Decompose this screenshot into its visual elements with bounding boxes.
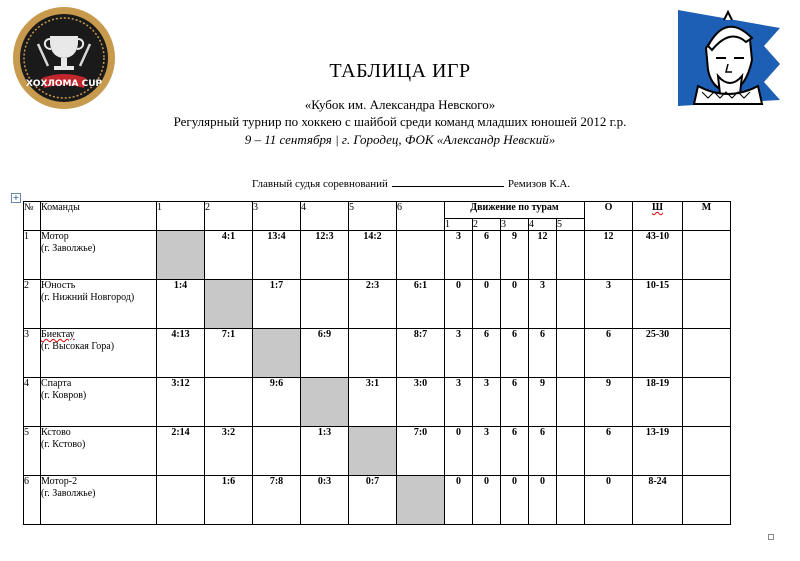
header-place: М (683, 202, 731, 231)
team-name: Биектау (41, 329, 75, 340)
header-tour-3: 3 (501, 219, 529, 231)
score-cell: 12:3 (301, 231, 349, 280)
tour-cell (557, 378, 585, 427)
table-row (24, 280, 731, 329)
score-cell: 4:13 (157, 329, 205, 378)
tour-cell: 9 (529, 378, 557, 427)
cup-name: «Кубок им. Александра Невского» (304, 97, 496, 112)
tour-cell: 0 (445, 280, 473, 329)
team-cell (41, 476, 157, 525)
header-num: № (24, 202, 41, 231)
score-cell: 13:4 (253, 231, 301, 280)
tournament-description: Регулярный турнир по хоккею с шайбой среди команд младших юношей 2012 г.р. (173, 114, 627, 129)
team-city: (г. Заволжье) (41, 243, 96, 254)
score-cell: 3:2 (205, 427, 253, 476)
score-cell (205, 378, 253, 427)
tour-cell (557, 427, 585, 476)
score-cell: 3:0 (397, 378, 445, 427)
tour-cell (557, 280, 585, 329)
score-cell (349, 329, 397, 378)
table-resize-handle[interactable] (768, 534, 774, 540)
header-col-2: 2 (205, 202, 253, 231)
alexander-nevsky-logo (672, 6, 784, 110)
row-num: 6 (24, 476, 41, 525)
tour-cell: 6 (501, 427, 529, 476)
score-cell: 0:7 (349, 476, 397, 525)
table-row (24, 427, 731, 476)
tour-cell: 6 (529, 427, 557, 476)
row-num: 3 (24, 329, 41, 378)
header-tour-2: 2 (473, 219, 501, 231)
header-moves: Движение по турам (445, 202, 585, 219)
page-title: ТАБЛИЦА ИГР (329, 60, 471, 82)
team-cell (41, 329, 157, 378)
tour-cell: 3 (473, 427, 501, 476)
score-cell (253, 427, 301, 476)
tour-cell: 3 (445, 378, 473, 427)
table-row (24, 378, 731, 427)
goals-cell: 10-15 (633, 280, 683, 329)
tour-cell: 0 (473, 280, 501, 329)
tour-cell: 0 (473, 476, 501, 525)
header-tour-4: 4 (529, 219, 557, 231)
score-cell: 4:1 (205, 231, 253, 280)
goals-cell: 18-19 (633, 378, 683, 427)
row-num: 5 (24, 427, 41, 476)
diagonal-cell (157, 231, 205, 280)
place-cell (683, 427, 731, 476)
diagonal-cell (253, 329, 301, 378)
tour-cell: 9 (501, 231, 529, 280)
tour-cell (557, 231, 585, 280)
team-cell (41, 231, 157, 280)
judge-name: Ремизов К.А. (507, 178, 571, 190)
score-cell: 3:1 (349, 378, 397, 427)
tour-cell: 3 (473, 378, 501, 427)
table-move-handle-icon[interactable]: + (12, 193, 20, 202)
dates-venue: 9 – 11 сентября | г. Городец, ФОК «Александр Невский» (244, 132, 556, 147)
diagonal-cell (205, 280, 253, 329)
points-cell: 0 (585, 476, 633, 525)
score-cell (397, 231, 445, 280)
tour-cell: 6 (501, 378, 529, 427)
points-cell: 3 (585, 280, 633, 329)
header-col-1: 1 (157, 202, 205, 231)
diagonal-cell (301, 378, 349, 427)
score-cell: 3:12 (157, 378, 205, 427)
tour-cell: 3 (529, 280, 557, 329)
score-cell: 2:14 (157, 427, 205, 476)
goals-cell: 13-19 (633, 427, 683, 476)
team-cell (41, 427, 157, 476)
score-cell: 6:1 (397, 280, 445, 329)
row-num: 4 (24, 378, 41, 427)
tour-cell: 6 (501, 329, 529, 378)
judge-label: Главный судья соревнований (252, 178, 388, 190)
diagonal-cell (397, 476, 445, 525)
score-cell: 1:6 (205, 476, 253, 525)
goals-cell: 8-24 (633, 476, 683, 525)
row-num: 1 (24, 231, 41, 280)
tour-cell: 0 (445, 476, 473, 525)
tour-cell (557, 476, 585, 525)
place-cell (683, 378, 731, 427)
score-cell: 0:3 (301, 476, 349, 525)
header-tour-1: 1 (445, 219, 473, 231)
score-cell: 1:4 (157, 280, 205, 329)
khokhloma-cup-logo (12, 6, 116, 110)
tour-cell: 0 (529, 476, 557, 525)
header-col-4: 4 (301, 202, 349, 231)
tour-cell: 3 (445, 231, 473, 280)
header-points: О (585, 202, 633, 231)
header-tour-5: 5 (557, 219, 585, 231)
tour-cell: 12 (529, 231, 557, 280)
signature-line (392, 176, 504, 187)
place-cell (683, 280, 731, 329)
header-row (24, 202, 731, 219)
points-cell: 12 (585, 231, 633, 280)
table-row (24, 231, 731, 280)
points-cell: 9 (585, 378, 633, 427)
team-city: (г. Кстово) (41, 439, 86, 450)
tour-cell: 0 (501, 476, 529, 525)
team-city: (г. Нижний Новгород) (41, 292, 135, 303)
score-cell: 7:8 (253, 476, 301, 525)
score-cell: 9:6 (253, 378, 301, 427)
header-col-3: 3 (253, 202, 301, 231)
header-col-6: 6 (397, 202, 445, 231)
table-row (24, 476, 731, 525)
header-teams: Команды (41, 202, 157, 231)
score-cell: 2:3 (349, 280, 397, 329)
header-goals: Ш (633, 202, 683, 231)
score-cell (157, 476, 205, 525)
place-cell (683, 329, 731, 378)
table-row (24, 329, 731, 378)
goals-cell: 43-10 (633, 231, 683, 280)
score-cell (301, 280, 349, 329)
team-city: (г. Высокая Гора) (41, 341, 115, 352)
score-cell: 8:7 (397, 329, 445, 378)
tour-cell: 0 (501, 280, 529, 329)
team-name: Кстово (41, 427, 71, 438)
team-name: Спарта (41, 378, 72, 389)
tour-cell: 6 (473, 231, 501, 280)
score-cell: 14:2 (349, 231, 397, 280)
team-cell (41, 378, 157, 427)
tour-cell: 6 (473, 329, 501, 378)
tour-cell (557, 329, 585, 378)
score-cell: 7:1 (205, 329, 253, 378)
team-name: Мотор-2 (41, 476, 78, 487)
team-city: (г. Заволжье) (41, 488, 96, 499)
score-cell: 6:9 (301, 329, 349, 378)
place-cell (683, 231, 731, 280)
games-table (23, 201, 731, 525)
chief-judge-line (252, 176, 570, 190)
goals-cell: 25-30 (633, 329, 683, 378)
team-name: Мотор (41, 231, 69, 242)
place-cell (683, 476, 731, 525)
tour-cell: 0 (445, 427, 473, 476)
points-cell: 6 (585, 427, 633, 476)
tour-cell: 3 (445, 329, 473, 378)
team-city: (г. Ковров) (41, 390, 87, 401)
header-col-5: 5 (349, 202, 397, 231)
points-cell: 6 (585, 329, 633, 378)
row-num: 2 (24, 280, 41, 329)
score-cell: 7:0 (397, 427, 445, 476)
team-cell (41, 280, 157, 329)
score-cell: 1:3 (301, 427, 349, 476)
diagonal-cell (349, 427, 397, 476)
score-cell: 1:7 (253, 280, 301, 329)
team-name: Юность (41, 280, 76, 291)
tour-cell: 6 (529, 329, 557, 378)
logo-left-text: ХОХЛОМА CUP (25, 79, 103, 89)
